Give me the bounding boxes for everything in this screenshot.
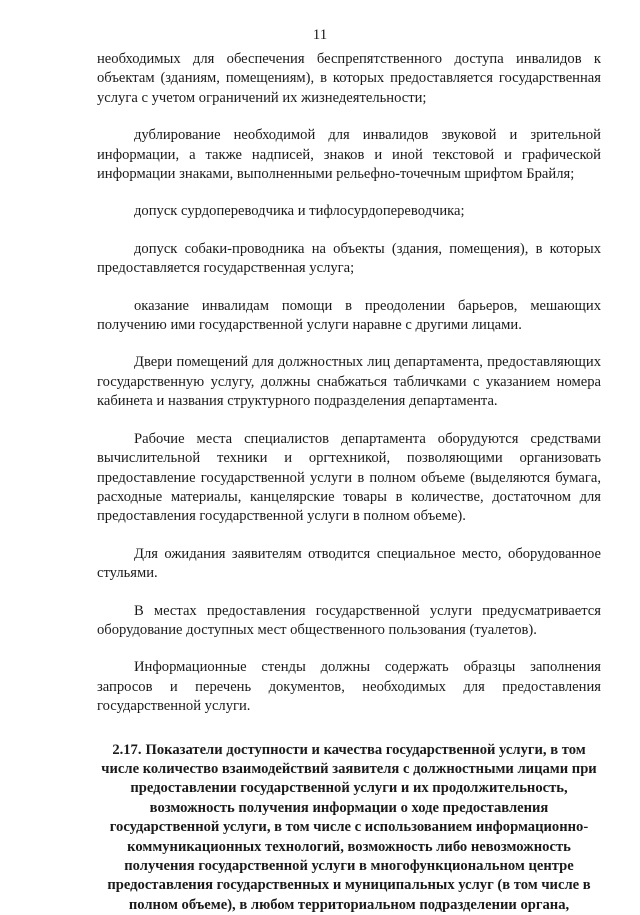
paragraph-waiting-area: Для ожидания заявителям отводится специальное место, оборудованное стульями. [97, 545, 601, 582]
document-body [97, 50, 601, 915]
paragraph-accessibility-access: необходимых для обеспечения беспрепятственного доступа инвалидов к объектам (зданиям, помещениям), в которых предоставляется государственная услуга с учетом ограничений их жизнедеятельности; [97, 51, 601, 106]
paragraph-door-signs: Двери помещений для должностных лиц департамента, предоставляющих государственную услугу, должны снабжаться табличками с указанием номера кабинета и названия структурного подразделения департамента. [97, 354, 601, 410]
paragraph-guide-dog: допуск собаки-проводника на объекты (здания, помещения), в которых предоставляется государственная услуга; [97, 240, 601, 277]
paragraph-sign-interpreter: допуск сурдопереводчика и тифлосурдопереводчика; [134, 203, 465, 220]
section-number: 2.17. [112, 741, 142, 758]
section-title: Показатели доступности и качества государственной услуги, в том числе количество взаимодействий заявителя с должностными лицами при предоставлении государственной услуги и их продолжительность, возможность получения информации о ходе предоставления государственной услуги, в том числе с использованием информационно-коммуникационных технологий, возможность либо невозможность получения государственной услуги в многофункциональном центре предоставления государственных и муниципальных услуг (в том числе в полном объеме), в любом территориальном подразделении органа, [101, 741, 597, 913]
page-number: 11 [312, 27, 328, 43]
paragraph-barrier-assistance: оказание инвалидам помощи в преодолении барьеров, мешающих получению ими государственной услуги наравне с другими лицами. [97, 297, 601, 334]
paragraph-info-stands: Информационные стенды должны содержать образцы заполнения запросов и перечень документов, необходимых для предоставления государственной услуги. [97, 659, 601, 715]
paragraph-workplaces: Рабочие места специалистов департамента оборудуются средствами вычислительной техники и оргтехникой, позволяющими организовать предоставление государственной услуги в полном объеме (выделяются бумага, расходные материалы, канцелярские товары в количестве, достаточном для предоставления государственной услуги в полном объеме). [97, 430, 601, 525]
paragraph-braille-duplication: дублирование необходимой для инвалидов звуковой и зрительной информации, а также надписей, знаков и иной текстовой и графической информации знаками, выполненными рельефно-точечным шрифтом Брайля; [97, 127, 601, 183]
paragraph-restrooms: В местах предоставления государственной услуги предусматривается оборудование доступных мест общественного пользования (туалетов). [97, 602, 601, 638]
